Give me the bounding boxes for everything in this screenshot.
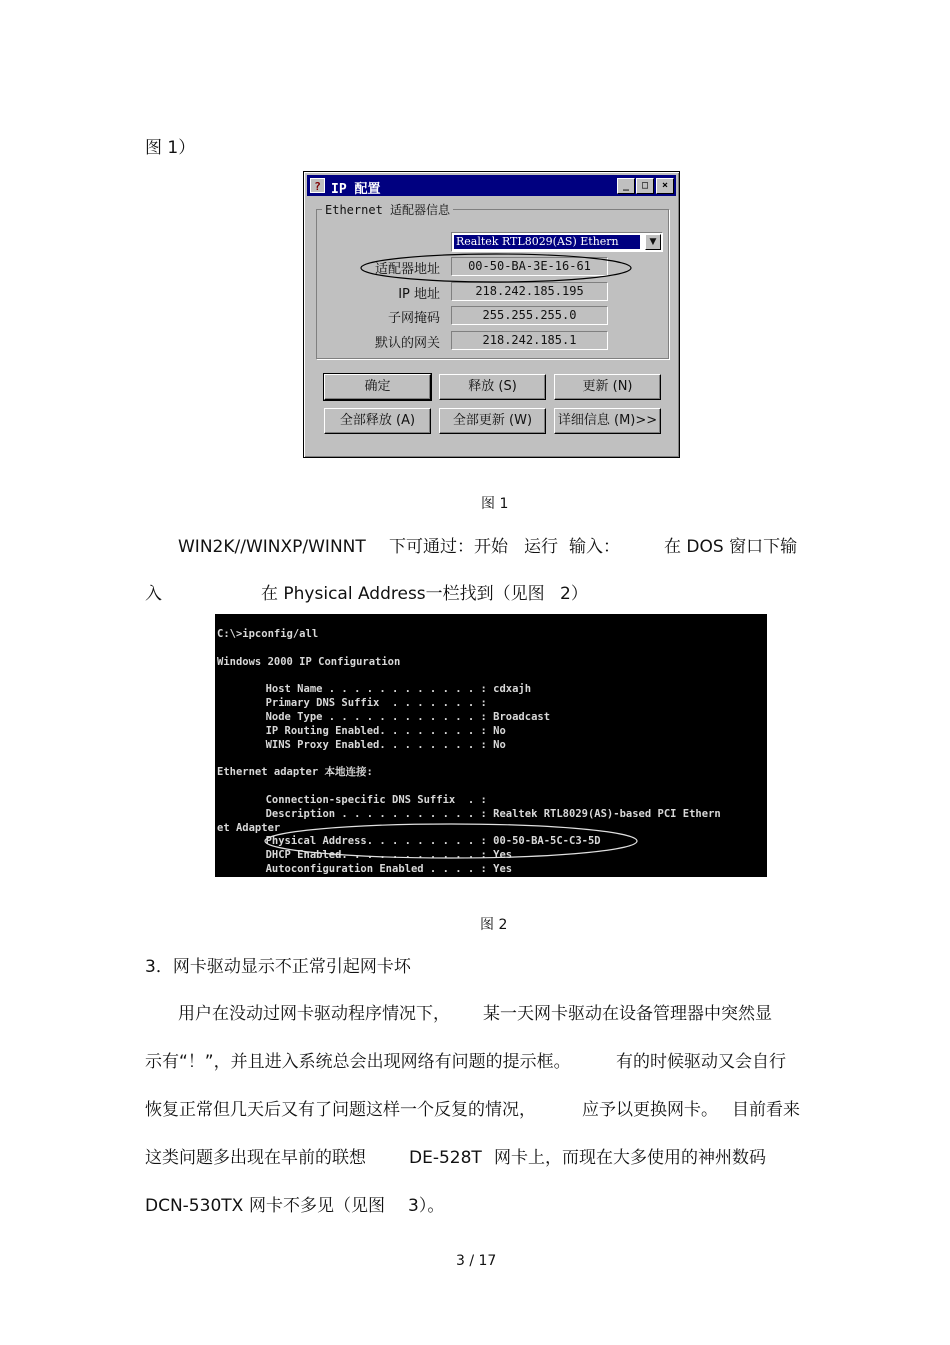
console-line: Windows 2000 IP Configuration (217, 656, 401, 668)
group-label: Ethernet 适配器信息 (322, 201, 453, 218)
ip-address-field: 218.242.185.195 (451, 282, 608, 301)
page-number: 3 / 17 (456, 1253, 497, 1269)
more-info-button[interactable]: 详细信息 (M)>> (554, 408, 661, 434)
figure2-caption: 图 2 (480, 917, 508, 933)
para2-text: 某一天网卡驱动在设备管理器中突然显 (483, 1004, 772, 1024)
ok-button[interactable]: 确定 (324, 374, 431, 400)
highlight-ellipse (261, 820, 641, 862)
para2-text: 有的时候驱动又会自行 (616, 1052, 786, 1072)
console-line: Connection-specific DNS Suffix . : (215, 794, 487, 806)
para2-text: 目前看来 (732, 1100, 800, 1120)
console-line: WINS Proxy Enabled. . . . . . . . : No (215, 739, 506, 751)
release-button[interactable]: 释放 (S) (439, 374, 546, 400)
para2-text: DCN-530TX (145, 1196, 244, 1216)
console-line: Description . . . . . . . . . . . : Realtek RTL8029(AS)-based PCI Ethern (215, 808, 721, 820)
adapter-select[interactable] (451, 232, 663, 252)
console-line: Host Name . . . . . . . . . . . . : cdxajh (215, 683, 532, 695)
renew-button[interactable]: 更新 (N) (554, 374, 661, 400)
console-line: Node Type . . . . . . . . . . . . : Broadcast (215, 711, 551, 723)
para1-text: 运行 (524, 537, 558, 557)
adapter-selected-value: Realtek RTL8029(AS) Ethern (454, 235, 640, 249)
para1-text: 下可通过：开始 (389, 537, 508, 557)
para2-text: 网卡上，而现在大多使用的神州数码 (494, 1148, 766, 1168)
console-line: C:\>ipconfig/all (217, 628, 319, 640)
para1-text: 在 DOS 窗口下输 (664, 537, 798, 557)
para2-text: 这类问题多出现在早前的联想 (145, 1148, 366, 1168)
para2-text: 用户在没动过网卡驱动程序情况下， (178, 1004, 450, 1024)
app-icon: ? (310, 178, 325, 193)
para1-text: 入 (145, 584, 162, 604)
para1-text: WIN2K//WINXP/WINNT (178, 537, 366, 557)
chevron-down-icon[interactable]: ▼ (645, 234, 661, 250)
console-line: et Adapter (217, 822, 281, 834)
subnet-mask-label: 子网掩码 (387, 311, 440, 326)
minimize-icon[interactable]: _ (617, 178, 635, 194)
console-line: Physical Address. . . . . . . . . : 00-50-BA-5C-C3-5D (215, 835, 601, 847)
dialog-titlebar (307, 175, 676, 196)
para2-text: 示有“！”，并且进入系统总会出现网络有问题的提示框。 (145, 1052, 571, 1072)
console-line: Ethernet adapter 本地连接: (217, 766, 373, 778)
intro-caption: 图 1） (145, 138, 196, 158)
para1-text: 2） (560, 584, 588, 604)
console-line: Primary DNS Suffix . . . . . . . : (215, 697, 487, 709)
console-line: Autoconfiguration Enabled . . . . : Yes (215, 863, 513, 875)
release-all-button[interactable]: 全部释放 (A) (324, 408, 431, 434)
para2-text: 3）。 (408, 1196, 445, 1216)
para2-text: 应予以更换网卡。 (582, 1100, 718, 1120)
maximize-icon[interactable]: □ (636, 178, 654, 194)
section-heading: 3．网卡驱动显示不正常引起网卡坏 (145, 957, 411, 977)
ip-config-dialog (303, 171, 680, 458)
subnet-mask-field: 255.255.255.0 (451, 306, 608, 325)
default-gateway-label: 默认的网关 (374, 336, 440, 351)
para1-text: 在 Physical Address一栏找到（见图 (261, 584, 545, 604)
close-icon[interactable]: × (656, 178, 674, 194)
figure1-caption: 图 1 (481, 496, 509, 512)
highlight-ellipse (358, 251, 634, 285)
renew-all-button[interactable]: 全部更新 (W) (439, 408, 546, 434)
console-line: DHCP Enabled. . . . . . . . . . . : Yes (215, 849, 513, 861)
dialog-title: IP 配置 (331, 182, 381, 197)
console-line: IP Routing Enabled. . . . . . . . : No (215, 725, 506, 737)
adapter-address-label: 适配器地址 (374, 262, 440, 277)
adapter-address-field: 00-50-BA-3E-16-61 (451, 257, 608, 276)
ip-address-label: IP 地址 (398, 287, 440, 302)
para2-text: 网卡不多见（见图 (249, 1196, 385, 1216)
para2-text: 恢复正常但几天后又有了问题这样一个反复的情况， (145, 1100, 536, 1120)
para2-text: DE-528T (409, 1148, 482, 1168)
console-window (215, 614, 767, 877)
default-gateway-field: 218.242.185.1 (451, 331, 608, 350)
para1-text: 输入： (569, 537, 620, 557)
